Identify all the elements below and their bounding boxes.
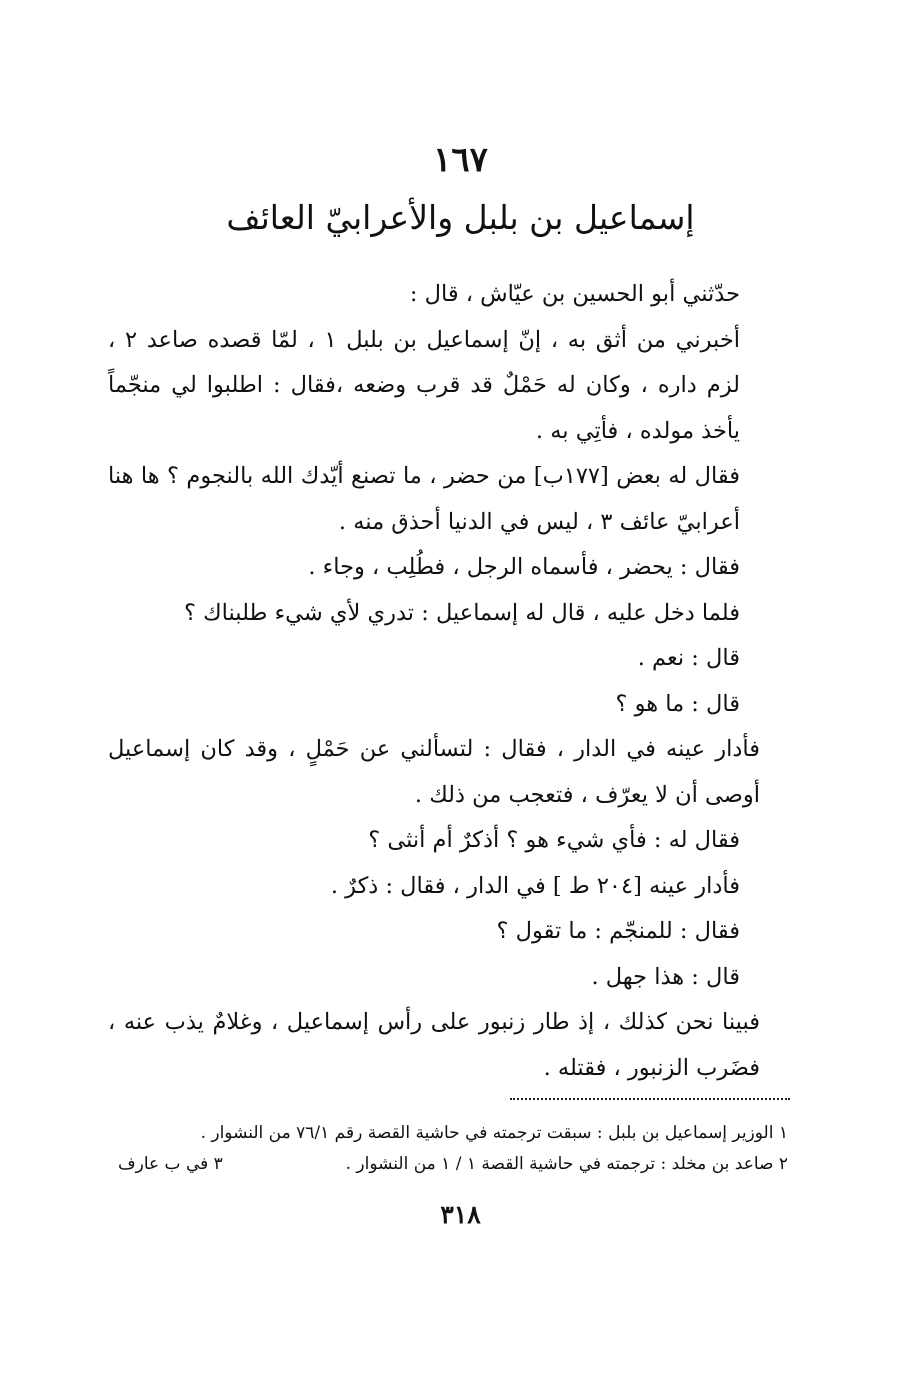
paragraph-what-is-it: قال : ما هو ؟ — [615, 690, 740, 717]
paragraph-answer-male: فأدار عينه [٢٠٤ ط ] في الدار ، فقال : ذكرٌ . — [330, 872, 740, 899]
footnotes — [118, 1118, 788, 1180]
paragraph-astrologer-reply: قال : هذا جهل . — [591, 963, 740, 990]
footnote-3: ٣ في ب عارف — [118, 1154, 223, 1174]
paragraph-informant: أخبرني من أثق به ، إنّ إسماعيل بن بلبل ١ ، لمّا قصده صاعد ٢ ، لزم داره ، وكان له حَمْلٌ قد قرب وضعه ،فقال : اطلبوا لي منجّماً يأخذ مولده ، فأتِي به . — [108, 326, 740, 444]
paragraph-hornet: فبينا نحن كذلك ، إذ طار زنبور على رأس إسماعيل ، وغلامٌ يذب عنه ، فضَرب الزنبور ، فقتله . — [108, 1009, 760, 1081]
paragraph-divination: فأدار عينه في الدار ، فقال : لتسألني عن حَمْلٍ ، وقد كان إسماعيل أوصى أن لا يعرّف ، فتعجب من ذلك . — [108, 736, 760, 808]
footnote-1: ١ الوزير إسماعيل بن بلبل : سبقت ترجمته في حاشية القصة رقم ٧٦/١ من النشوار . — [200, 1123, 788, 1143]
story-body — [108, 272, 798, 1091]
paragraph-summon: فقال : يحضر ، فأسماه الرجل ، فطُلِب ، وجاء . — [308, 554, 740, 580]
footnote-row — [118, 1149, 788, 1180]
story-number: ١٦٧ — [433, 140, 488, 180]
footnote-2: ٢ صاعد بن مخلد : ترجمته في حاشية القصة ١ / ١ من النشوار . — [345, 1154, 788, 1174]
paragraph-narrator: حدّثني أبو الحسين بن عيّاش ، قال : — [409, 281, 740, 307]
paragraph-reply-yes: قال : نعم . — [637, 645, 740, 671]
story-title: إسماعيل بن بلبل والأعرابيّ العائف — [226, 198, 695, 237]
paragraph-astrologer-asked: فقال : للمنجّم : ما تقول ؟ — [496, 918, 740, 944]
footnote-separator — [510, 1098, 790, 1100]
paragraph-question: فلما دخل عليه ، قال له إسماعيل : تدري لأي شيء طلبناك ؟ — [184, 599, 740, 626]
paragraph-male-or-female: فقال له : فأي شيء هو ؟ أذكرٌ أم أنثى ؟ — [368, 827, 740, 853]
paragraph-suggestion: فقال له بعض [١٧٧ب] من حضر ، ما تصنع أيّدك الله بالنجوم ؟ ها هنا أعرابيّ عائف ٣ ، ليس في الدنيا أحذق منه . — [108, 463, 740, 535]
page-number: ٣١٨ — [440, 1200, 481, 1229]
